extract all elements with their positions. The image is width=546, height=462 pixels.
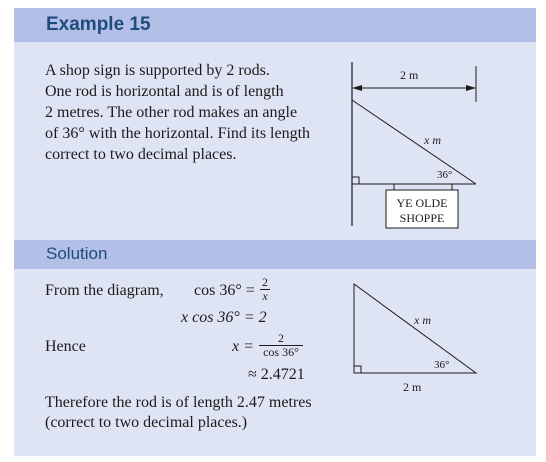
solution-heading: Solution bbox=[46, 244, 108, 263]
base-length-label: 2 m bbox=[403, 380, 422, 394]
from-diagram-text: From the diagram, bbox=[45, 282, 164, 299]
fraction-numerator: 2 bbox=[278, 331, 284, 345]
example-card bbox=[14, 8, 536, 456]
right-angle-mark bbox=[354, 366, 361, 373]
angle-label: 36° bbox=[437, 169, 453, 181]
shop-sign-diagram bbox=[344, 58, 484, 230]
approx-result: ≈ 2.4721 bbox=[248, 366, 305, 383]
problem-line-4: of 36° with the horizontal. Find its length bbox=[45, 125, 311, 142]
equation-xcos-text: x cos 36° = 2 bbox=[181, 309, 267, 326]
conclusion-line-2: (correct to two decimal places.) bbox=[45, 414, 248, 431]
sign-text-line-1: YE OLDE bbox=[396, 196, 448, 210]
fraction-numerator: 2 bbox=[262, 275, 268, 289]
right-triangle bbox=[354, 284, 476, 373]
fraction-2-over-cos bbox=[258, 332, 304, 359]
equation-xcos bbox=[181, 308, 267, 328]
example-title: Example 15 bbox=[46, 14, 151, 35]
solution-bar bbox=[14, 240, 536, 269]
equation-x-equals: x = bbox=[232, 338, 254, 355]
problem-line-2: One rod is horizontal and is of length bbox=[45, 83, 284, 100]
sign-text-line-2: SHOPPE bbox=[399, 211, 445, 225]
hypotenuse-label: x m bbox=[424, 133, 441, 147]
dimension-arrow-right bbox=[466, 85, 476, 91]
right-angle-mark bbox=[352, 177, 359, 184]
title-bar bbox=[14, 8, 536, 42]
hence-label: Hence bbox=[45, 338, 86, 355]
conclusion-line-1: Therefore the rod is of length 2.47 metres bbox=[45, 394, 312, 411]
fraction-denominator: cos 36° bbox=[263, 345, 299, 359]
dimension-arrow-left bbox=[352, 85, 362, 91]
equation-cos: cos 36° = bbox=[194, 282, 255, 299]
problem-line-5: correct to two decimal places. bbox=[45, 146, 237, 163]
problem-line-3: 2 metres. The other rod makes an angle bbox=[45, 104, 298, 121]
fraction-denominator: x bbox=[262, 289, 268, 303]
triangle-diagram bbox=[346, 276, 482, 400]
hypotenuse-label: x m bbox=[414, 313, 431, 327]
problem-line-1: A shop sign is supported by 2 rods. bbox=[45, 62, 270, 79]
angle-label: 36° bbox=[434, 359, 450, 371]
top-length-label: 2 m bbox=[400, 68, 419, 82]
slanted-rod bbox=[352, 100, 476, 184]
fraction-2-over-x bbox=[258, 276, 272, 303]
